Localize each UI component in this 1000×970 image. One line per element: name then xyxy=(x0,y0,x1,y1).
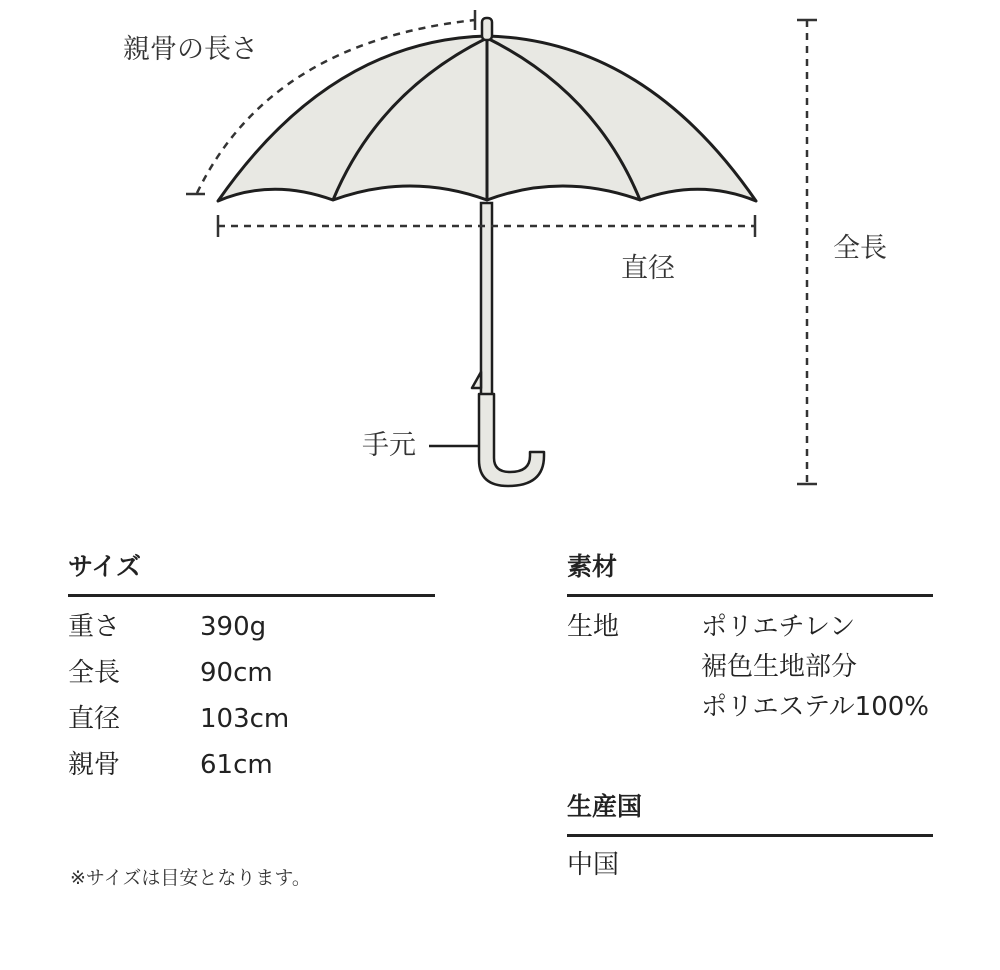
size-section-title: サイズ xyxy=(68,552,142,581)
size-row-value: 61cm xyxy=(200,750,273,780)
diameter-label: 直径 xyxy=(621,253,675,284)
material-line: ポリエチレン xyxy=(701,612,856,642)
size-section xyxy=(68,554,435,794)
size-row-label: 親骨 xyxy=(68,750,121,780)
size-row-label: 直径 xyxy=(68,704,121,734)
material-line: 裾色生地部分 xyxy=(701,652,858,682)
rib-length-label: 親骨の長さ xyxy=(123,34,258,65)
size-row-label: 全長 xyxy=(68,658,121,688)
umbrella-tip xyxy=(482,18,492,40)
handle-label: 手元 xyxy=(362,430,416,461)
size-row-label: 重さ xyxy=(68,612,121,642)
material-section-divider xyxy=(567,594,933,597)
size-row-value: 90cm xyxy=(200,658,273,688)
origin-section-divider xyxy=(567,834,933,837)
total-length-label: 全長 xyxy=(833,233,887,264)
origin-section-title: 生産国 xyxy=(567,792,643,821)
size-row-value: 390g xyxy=(200,612,267,642)
origin-value: 中国 xyxy=(567,850,620,880)
material-section xyxy=(567,554,933,724)
origin-section xyxy=(567,794,933,884)
umbrella-shaft xyxy=(481,203,492,395)
size-note: ※サイズは目安となります。 xyxy=(70,867,311,889)
umbrella-release-button xyxy=(472,372,481,388)
material-fabric-label: 生地 xyxy=(567,612,620,642)
size-section-divider xyxy=(68,594,435,597)
size-row-value: 103cm xyxy=(200,704,290,734)
material-section-title: 素材 xyxy=(567,552,618,581)
material-line: ポリエステル100% xyxy=(701,692,929,722)
umbrella-handle xyxy=(479,394,544,486)
